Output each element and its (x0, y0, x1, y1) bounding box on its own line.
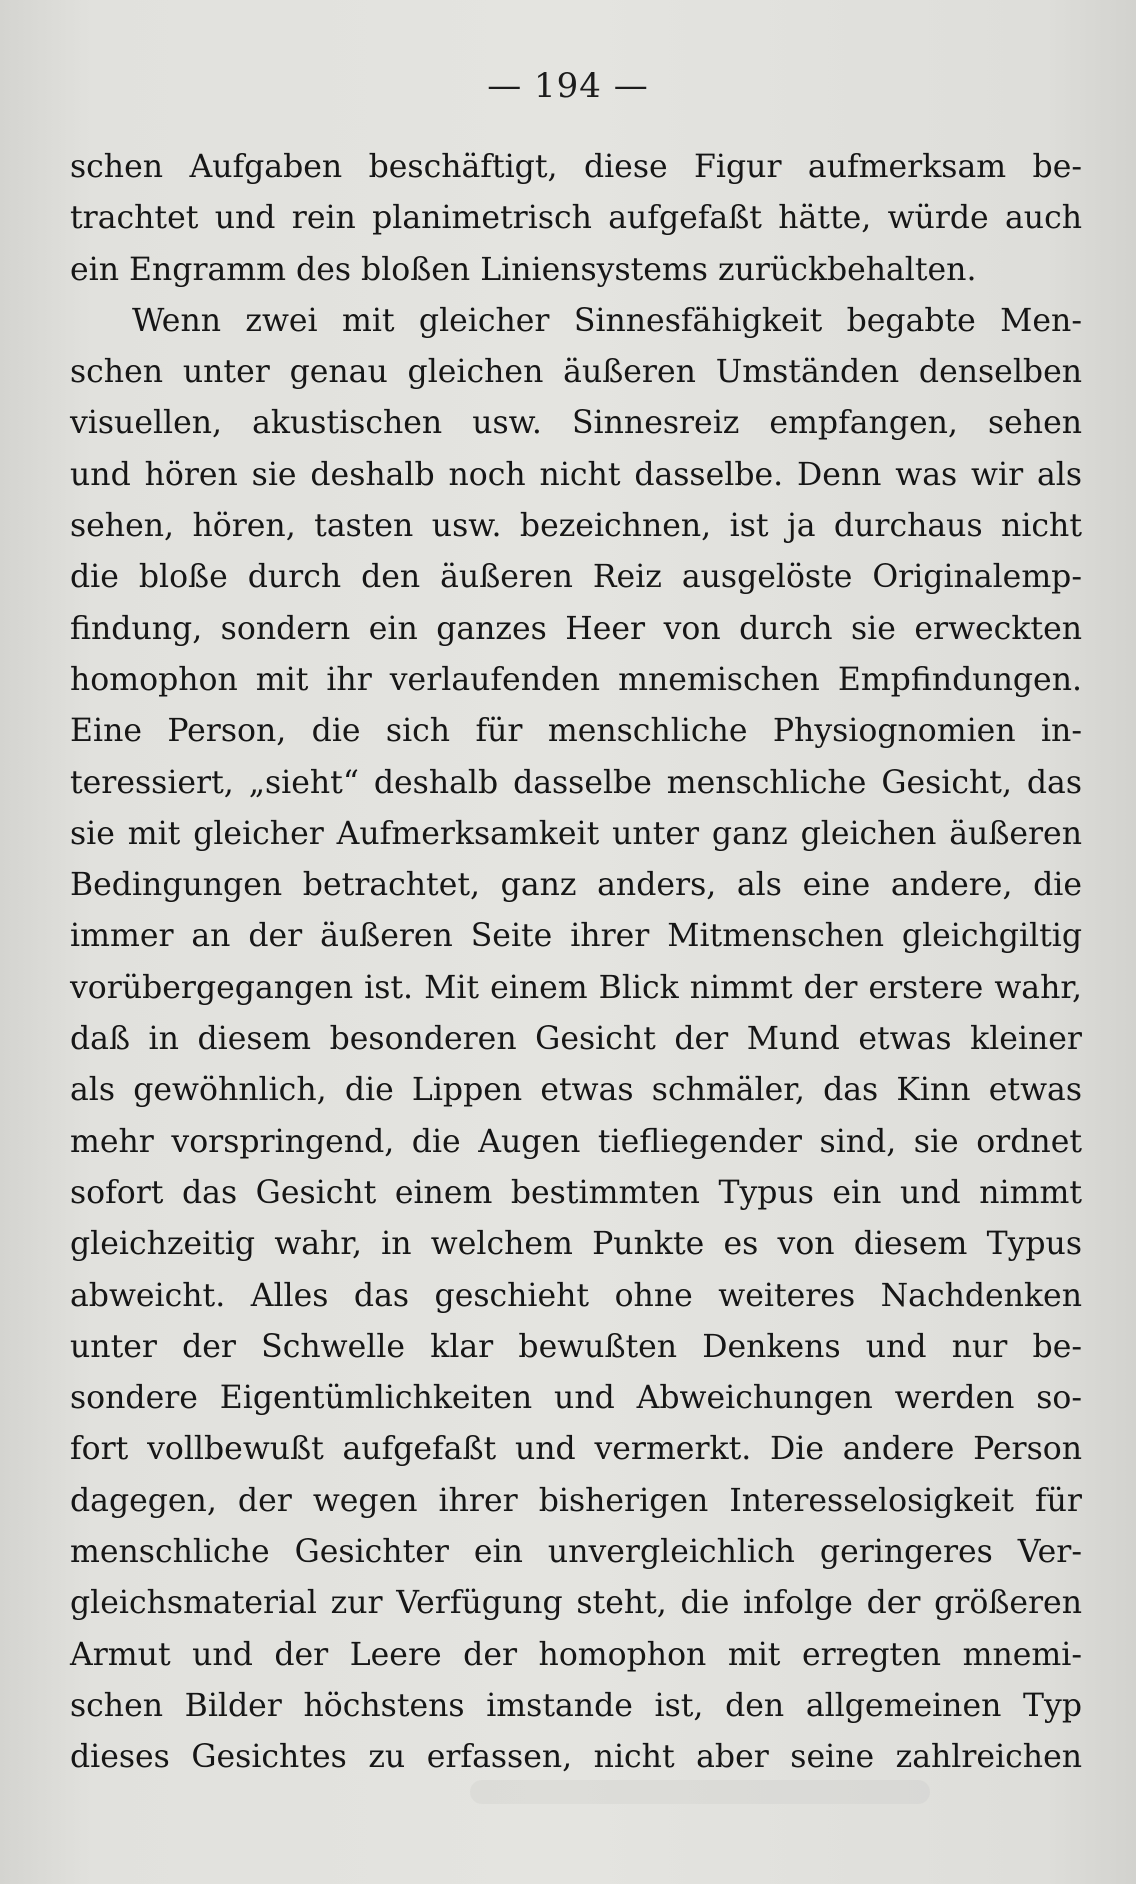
text-line: sondere Eigentümlichkeiten und Abweichungen werden so- (70, 1380, 1082, 1417)
text-line: schen Bilder höchstens imstande ist, den allgemeinen Typ (70, 1687, 1082, 1724)
text-line: homophon mit ihr verlaufenden mnemischen Empfindungen. (70, 661, 1082, 698)
text-line: findung, sondern ein ganzes Heer von durch sie erweckten (70, 610, 1082, 647)
text-line: immer an der äußeren Seite ihrer Mitmenschen gleichgiltig (70, 918, 1082, 955)
text-line: Bedingungen betrachtet, ganz anders, als eine andere, die (70, 867, 1082, 904)
text-line: schen unter genau gleichen äußeren Umständen denselben (70, 354, 1082, 391)
text-line: fort vollbewußt aufgefaßt und vermerkt. Die andere Person (70, 1431, 1082, 1468)
text-line: Armut und der Leere der homophon mit erregten mnemi- (70, 1636, 1082, 1673)
text-line: daß in diesem besonderen Gesicht der Mund etwas kleiner (70, 1021, 1082, 1058)
text-line: teressiert, „sieht“ deshalb dasselbe menschliche Gesicht, das (70, 764, 1082, 801)
page-number: — 194 — (487, 66, 649, 106)
text-line: mehr vorspringend, die Augen tiefliegender sind, sie ordnet (70, 1123, 1082, 1160)
text-line: abweicht. Alles das geschieht ohne weiteres Nachdenken (70, 1277, 1082, 1314)
text-line: dagegen, der wegen ihrer bisherigen Interesselosigkeit für (70, 1482, 1082, 1519)
text-line: sofort das Gesicht einem bestimmten Typus ein und nimmt (70, 1174, 1082, 1211)
text-line: sie mit gleicher Aufmerksamkeit unter ganz gleichen äußeren (70, 815, 1082, 852)
text-line: gleichsmaterial zur Verfügung steht, die infolge der größeren (70, 1585, 1082, 1622)
paper-stain (470, 1780, 930, 1804)
text-line: als gewöhnlich, die Lippen etwas schmäler, das Kinn etwas (70, 1072, 1082, 1109)
text-line: unter der Schwelle klar bewußten Denkens und nur be- (70, 1328, 1082, 1365)
text-line: und hören sie deshalb noch nicht dasselbe. Denn was wir als (70, 456, 1082, 493)
text-line: vorübergegangen ist. Mit einem Blick nimmt der erstere wahr, (70, 969, 1082, 1006)
body-text (70, 142, 1082, 1784)
text-line: ein Engramm des bloßen Liniensystems zurückbehalten. (70, 251, 977, 288)
text-line: sehen, hören, tasten usw. bezeichnen, ist ja durchaus nicht (70, 508, 1082, 545)
text-line: visuellen, akustischen usw. Sinnesreiz empfangen, sehen (70, 405, 1082, 442)
text-line: menschliche Gesichter ein unvergleichlich geringeres Ver- (70, 1534, 1082, 1571)
text-line: trachtet und rein planimetrisch aufgefaßt hätte, würde auch (70, 200, 1082, 237)
text-line: dieses Gesichtes zu erfassen, nicht aber seine zahlreichen (70, 1739, 1082, 1776)
text-line: Eine Person, die sich für menschliche Physiognomien in- (70, 713, 1082, 750)
text-line: schen Aufgaben beschäftigt, diese Figur aufmerksam be- (70, 149, 1082, 185)
text-line: die bloße durch den äußeren Reiz ausgelöste Originalemp- (70, 559, 1082, 596)
text-line: Wenn zwei mit gleicher Sinnesfähigkeit begabte Men- (132, 302, 1082, 339)
text-line: gleichzeitig wahr, in welchem Punkte es von diesem Typus (70, 1226, 1082, 1263)
